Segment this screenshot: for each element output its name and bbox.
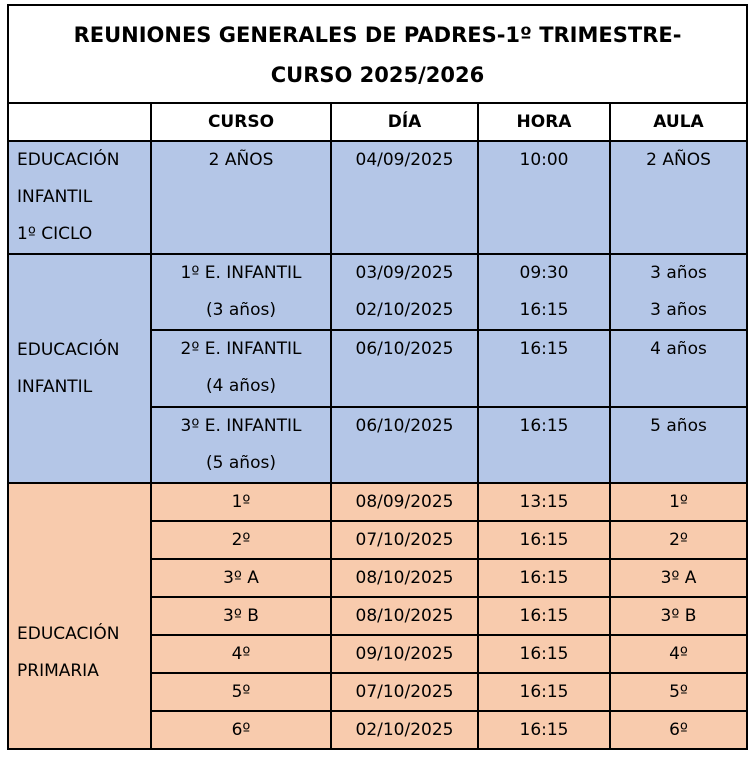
curso-cell: 1º bbox=[151, 483, 331, 521]
stage-text: INFANTIL bbox=[17, 187, 93, 207]
curso-cell: 6º bbox=[151, 711, 331, 749]
aula-cell: 3º B bbox=[610, 597, 747, 635]
dia-cell: 09/10/2025 bbox=[331, 635, 478, 673]
table-row bbox=[8, 483, 747, 521]
curso-cell: 5º bbox=[151, 673, 331, 711]
hora-cell: 16:15 bbox=[478, 559, 610, 597]
hora-text: 09:30 bbox=[519, 263, 569, 283]
table-row bbox=[8, 254, 747, 330]
dia-cell: 06/10/2025 bbox=[331, 330, 478, 407]
hora-cell: 16:15 bbox=[478, 711, 610, 749]
aula-cell bbox=[610, 254, 747, 330]
curso-cell: 3º B bbox=[151, 597, 331, 635]
table-row bbox=[8, 141, 747, 254]
stage-text: PRIMARIA bbox=[17, 661, 99, 681]
aula-cell: 2 AÑOS bbox=[610, 141, 747, 254]
hora-cell: 16:15 bbox=[478, 330, 610, 407]
stage-text: EDUCACIÓN bbox=[17, 339, 120, 360]
hora-cell: 16:15 bbox=[478, 673, 610, 711]
dia-cell: 08/10/2025 bbox=[331, 559, 478, 597]
dia-cell: 07/10/2025 bbox=[331, 521, 478, 559]
aula-cell: 4 años bbox=[610, 330, 747, 407]
curso-text: 3º E. INFANTIL bbox=[180, 416, 302, 436]
header-curso: CURSO bbox=[151, 103, 331, 141]
hora-cell: 16:15 bbox=[478, 407, 610, 483]
dia-cell: 08/09/2025 bbox=[331, 483, 478, 521]
dia-cell: 02/10/2025 bbox=[331, 711, 478, 749]
stage-text: EDUCACIÓN bbox=[17, 150, 120, 170]
header-hora: HORA bbox=[478, 103, 610, 141]
hora-cell: 13:15 bbox=[478, 483, 610, 521]
dia-text: 02/10/2025 bbox=[355, 300, 454, 320]
stage-text: INFANTIL bbox=[17, 376, 93, 397]
curso-cell: 2 AÑOS bbox=[151, 141, 331, 254]
title-line-2: CURSO 2025/2026 bbox=[270, 63, 485, 87]
aula-cell: 3º A bbox=[610, 559, 747, 597]
stage-text: EDUCACIÓN bbox=[17, 624, 120, 644]
curso-text: 2º E. INFANTIL bbox=[180, 339, 302, 359]
curso-cell bbox=[151, 330, 331, 407]
curso-cell: 4º bbox=[151, 635, 331, 673]
hora-cell: 16:15 bbox=[478, 635, 610, 673]
dia-cell: 07/10/2025 bbox=[331, 673, 478, 711]
curso-cell: 3º A bbox=[151, 559, 331, 597]
hora-cell: 10:00 bbox=[478, 141, 610, 254]
hora-cell: 16:15 bbox=[478, 521, 610, 559]
aula-cell: 5º bbox=[610, 673, 747, 711]
curso-text: (3 años) bbox=[206, 300, 276, 320]
curso-cell bbox=[151, 254, 331, 330]
aula-cell: 1º bbox=[610, 483, 747, 521]
aula-cell: 4º bbox=[610, 635, 747, 673]
curso-cell: 2º bbox=[151, 521, 331, 559]
header-aula: AULA bbox=[610, 103, 747, 141]
hora-cell: 16:15 bbox=[478, 597, 610, 635]
header-stage bbox=[8, 103, 151, 141]
stage-text: 1º CICLO bbox=[17, 224, 93, 244]
dia-text: 03/09/2025 bbox=[355, 263, 454, 283]
hora-cell bbox=[478, 254, 610, 330]
meetings-table bbox=[7, 4, 748, 750]
curso-text: (5 años) bbox=[206, 453, 276, 473]
aula-cell: 2º bbox=[610, 521, 747, 559]
stage-primaria bbox=[8, 483, 151, 749]
curso-cell bbox=[151, 407, 331, 483]
aula-cell: 6º bbox=[610, 711, 747, 749]
header-row bbox=[8, 103, 747, 141]
aula-text: 3 años bbox=[650, 300, 707, 320]
stage-infantil-1ciclo bbox=[8, 141, 151, 254]
dia-cell bbox=[331, 254, 478, 330]
curso-text: (4 años) bbox=[206, 376, 276, 396]
dia-cell: 08/10/2025 bbox=[331, 597, 478, 635]
table-title bbox=[8, 5, 747, 103]
stage-infantil bbox=[8, 254, 151, 483]
aula-text: 3 años bbox=[650, 263, 707, 283]
curso-text: 1º E. INFANTIL bbox=[180, 263, 302, 283]
dia-cell: 06/10/2025 bbox=[331, 407, 478, 483]
hora-text: 16:15 bbox=[519, 300, 569, 320]
header-dia: DÍA bbox=[331, 103, 478, 141]
aula-cell: 5 años bbox=[610, 407, 747, 483]
title-line-1: REUNIONES GENERALES DE PADRES-1º TRIMESTRE- bbox=[73, 23, 682, 47]
dia-cell: 04/09/2025 bbox=[331, 141, 478, 254]
